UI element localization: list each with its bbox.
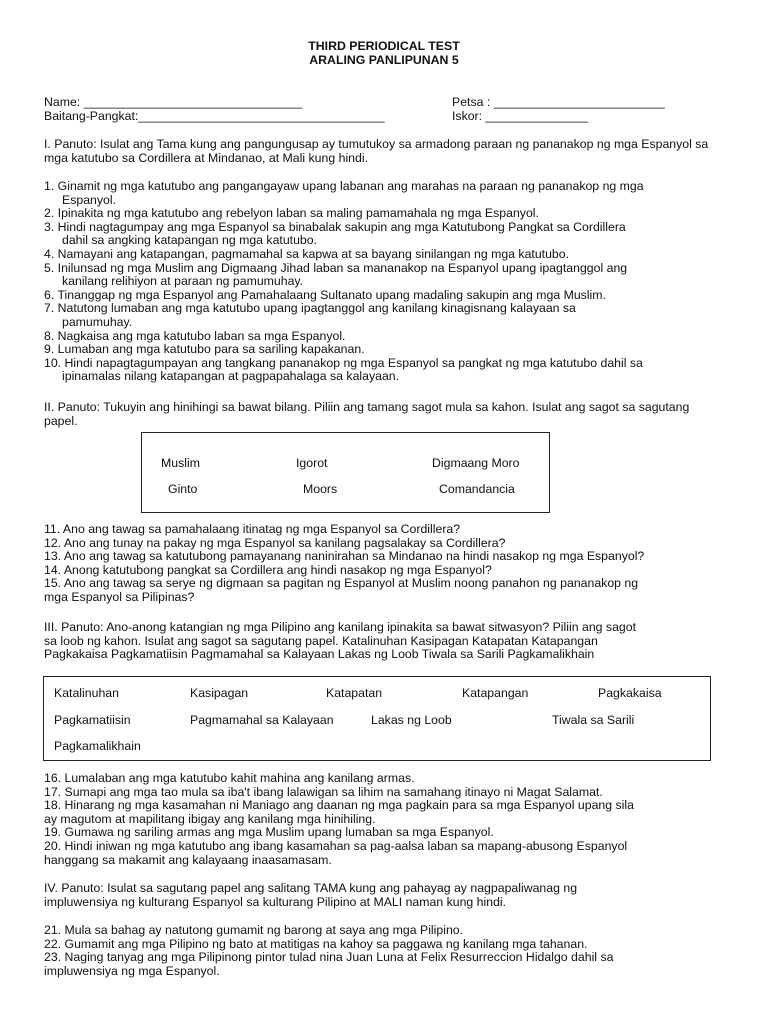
choice-item: Pagkamalikhain [54,739,141,753]
statement-item: 1. Ginamit ng mga katutubo ang pangangayaw upang labanan ang marahas na paraan ng pananakop ng mga [44,179,644,193]
choice-item: Lakas ng Loob [371,713,452,727]
part3-choice-box [43,676,711,761]
statement-item-continued: kanilang relihiyon at paraan ng pamumuhay. [62,274,304,289]
statement-item: 8. Nagkaisa ang mga katutubo laban sa mga Espanyol. [44,328,346,343]
score-field: Iskor: _______________ [452,109,589,123]
choice-item: Muslim [161,456,200,470]
statement-item: 2. Ipinakita ng mga katutubo ang rebelyon laban sa maling pamamahala ng mga Espanyol. [44,206,539,221]
situation-item: 19. Gumawa ng sariling armas ang mga Muslim upang lumaban sa mga Espanyol. [44,825,494,840]
choice-item: Moors [303,482,338,496]
choice-item: Kasipagan [190,686,249,700]
situation-item-continued: ay magutom at mapilitang ibigay ang kanilang mga hinihiling. [44,811,376,826]
question-item: 15. Ano ang tawag sa serye ng digmaan sa pagitan ng Espanyol at Muslim noong panahon ng pananakop ng [44,576,639,591]
part1-instruction: I. Panuto: Isulat ang Tama kung ang pangungusap ay tumutukoy sa armadong paraan ng pananakop ng mga Espanyol sa mga katutubo sa Cordillera at Mindanao, at Mali kung hindi. [44,137,709,165]
statement-item: 10. Hindi napagtagumpayan ang tangkang pananakop ng mga Espanyol sa pangkat ng mga katutubo dahil sa [44,355,643,370]
statement-item-continued: dahil sa angking katapangan ng mga katutubo. [62,233,318,248]
statement-item-continued: pamumuhay. [62,314,133,329]
situation-item-continued: hanggang sa makamit ang kalayaang inaasamasam. [44,852,332,867]
choice-item: Pagkamatiisin [54,713,131,727]
choice-item: Comandancia [439,482,515,496]
statement-item: 9. Lumaban ang mga katutubo para sa sariling kapakanan. [44,342,365,357]
grade-section-field: Baitang-Pangkat:____________________________________ [44,109,385,123]
question-item: 13. Ano ang tawag sa katutubong pamayanang naninirahan sa Mindanao na hindi nasakop ng mga Espanyol? [44,549,645,564]
part4-items [44,924,724,978]
question-item: 11. Ano ang tawag sa pamahalaang itinatag ng mga Espanyol sa Cordillera? [44,522,461,536]
choice-item: Igorot [296,456,328,470]
statement-item: 4. Namayani ang katapangan, pagmamahal sa kapwa at sa bayang sinilangan ng mga katutubo. [44,246,570,261]
statement-item-continued: impluwensiya ng mga Espanyol. [44,963,220,978]
statement-item: 3. Hindi nagtagumpay ang mga Espanyol sa binabalak sakupin ang mga Katutubong Pangkat sa Cordillera [44,219,626,234]
choice-item: Ginto [168,482,198,496]
situation-item: 18. Hinarang ng mga kasamahan ni Maniago ang daanan ng mga pagkain para sa mga Espanyol upang sila [44,798,634,813]
choice-item: Pagkakaisa [598,686,662,700]
situation-item: 16. Lumalaban ang mga katutubo kahit mahina ang kanilang armas. [44,771,415,785]
situation-item: 17. Sumapi ang mga tao mula sa iba't ibang lalawigan sa lihim na samahang itinayo ni Magat Salamat. [44,784,603,799]
choice-item: Tiwala sa Sarili [552,713,635,727]
test-title: THIRD PERIODICAL TEST [308,39,460,53]
part2-questions [44,523,724,605]
question-item: 14. Anong katutubong pangkat sa Cordillera ang hindi nasakop ng mga Espanyol? [44,562,492,577]
statement-item: 7. Natutong lumaban ang mga katutubo upang ipagtanggol ang kanilang kinagisnang kalayaan sa [44,301,576,316]
choice-item: Katapangan [462,686,529,700]
question-item-continued: mga Espanyol sa Pilipinas? [44,589,195,604]
part3-items [44,772,724,867]
choice-item: Pagmamahal sa Kalayaan [190,713,334,727]
situation-item: 20. Hindi iniwan ng mga katutubo ang ibang kasamahan sa pag-aalsa laban sa mapang-abusong Espanyol [44,838,628,853]
statement-item: 6. Tinanggap ng mga Espanyol ang Pamahalaang Sultanato upang madaling sakupin ang mga Muslim. [44,287,606,302]
choice-item: Katalinuhan [54,686,119,700]
choice-item: Katapatan [326,686,383,700]
statement-item-continued: ipinamalas nilang katapangan at pagpapahalaga sa kalayaan. [62,369,400,384]
part2-choice-box [141,432,550,513]
statement-item: 5. Inilunsad ng mga Muslim ang Digmaang Jihad laban sa mananakop na Espanyol upang ipagtanggol ang [44,260,628,275]
date-field: Petsa : _________________________ [452,95,665,109]
statement-item: 21. Mula sa bahag ay natutong gumamit ng barong at saya ang mga Pilipino. [44,923,464,937]
part2-instruction: II. Panuto: Tukuyin ang hinihingi sa bawat bilang. Piliin ang tamang sagot mula sa kahon. Isulat ang sagot sa sagutang papel. [44,400,690,428]
part3-instruction: III. Panuto: Ano-anong katangian ng mga Pilipino ang kanilang ipinakita sa bawat sitwasyon? Piliin ang sagot sa loob ng kahon. Isulat ang sagot sa sagutang papel. Katalinuhan Kasipagan Katapatan Katapangan Pagkakaisa Pagkamatiisin Pagmamahal sa Kalayaan Lakas ng Loob Tiwala sa Sarili Pagkamalikhain [44,620,637,662]
statement-item: 22. Gumamit ang mga Pilipino ng bato at matitigas na kahoy sa paggawa ng kanilang mga tahanan. [44,936,588,951]
subject-title: ARALING PANLIPUNAN 5 [309,53,459,67]
question-item: 12. Ano ang tunay na pakay ng mga Espanyol sa kanilang pagsalakay sa Cordillera? [44,535,506,550]
choice-item: Digmaang Moro [432,456,520,470]
part4-instruction: IV. Panuto: Isulat sa sagutang papel ang salitang TAMA kung ang pahayag ay nagpapaliwanag ng impluwensiya ng kulturang Espanyol sa kulturang Pilipino at MALI naman kung hindi. [44,881,578,909]
name-field: Name: ________________________________ [44,95,303,109]
statement-item-continued: Espanyol. [62,192,117,207]
part1-items [44,180,724,384]
statement-item: 23. Naging tanyag ang mga Pilipinong pintor tulad nina Juan Luna at Felix Resurreccion Hidalgo dahil sa [44,950,614,965]
